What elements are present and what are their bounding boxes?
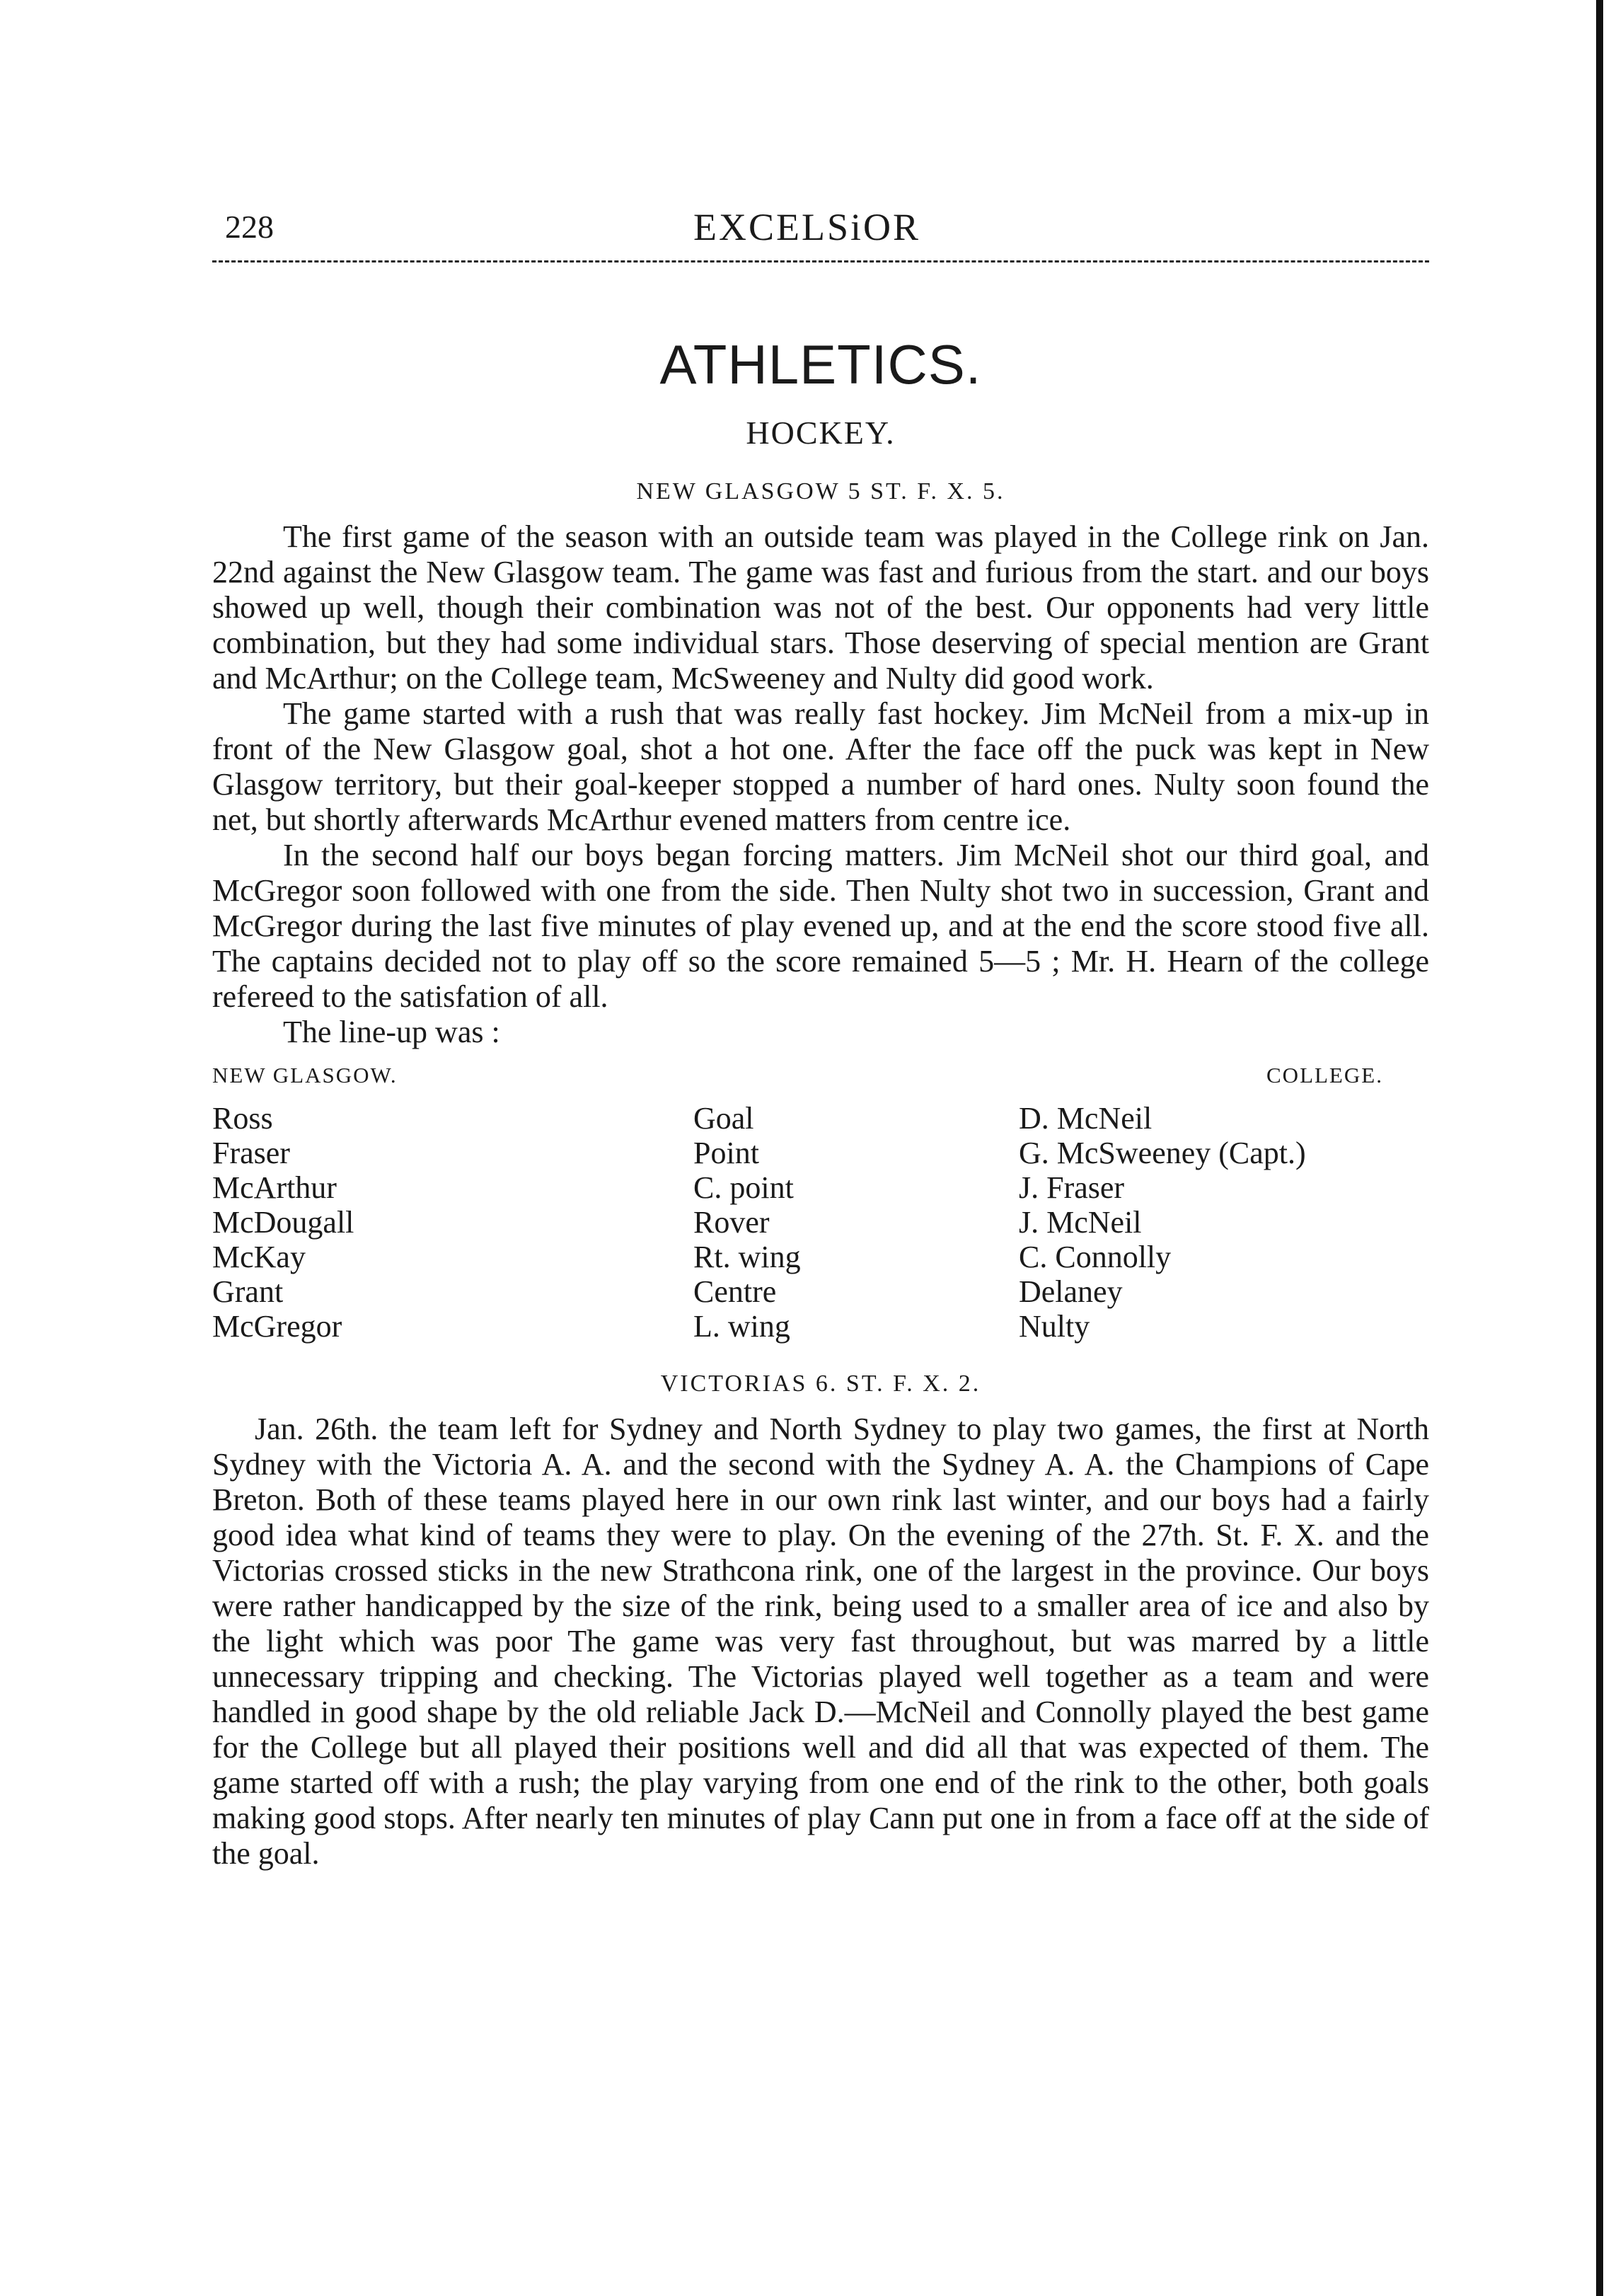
lineup-position: Rt. wing bbox=[693, 1240, 801, 1274]
lineup-player-college: Delaney bbox=[1019, 1274, 1123, 1309]
lineup-heading-college: COLLEGE. bbox=[1266, 1063, 1383, 1088]
journal-title: EXCELSiOR bbox=[693, 206, 921, 248]
running-head bbox=[212, 205, 1429, 255]
lineup-player-new-glasgow: McArthur bbox=[212, 1170, 337, 1205]
lineup-position: Rover bbox=[693, 1205, 770, 1240]
lineup-position: Point bbox=[693, 1136, 759, 1170]
lineup-player-new-glasgow: McKay bbox=[212, 1240, 306, 1274]
paragraph: The first game of the season with an outside team was played in the College rink on Jan. 22nd against the New Glasgow team. The game was fast and furious from the start. and our boys showed up well, though their combination was not of the best. Our opponents had very little combination, but they had some individual stars. Those deserving of special mention are Grant and McArthur; on the College team, McSweeney and Nulty did good work. bbox=[212, 519, 1429, 696]
lineup-position: C. point bbox=[693, 1170, 794, 1205]
lineup-position: Centre bbox=[693, 1274, 777, 1309]
lineup-player-college: Nulty bbox=[1019, 1309, 1090, 1344]
lineup-player-new-glasgow: Grant bbox=[212, 1274, 284, 1309]
paragraph: Jan. 26th. the team left for Sydney and North Sydney to play two games, the first at North Sydney with the Victoria A. A. and the second with the Sydney A. A. the Champions of Cape Breton. Both of these teams played here in our own rink last winter, and our boys had a fairly good idea what kind of teams they were to play. On the evening of the 27th. St. F. X. and the Victorias crossed sticks in the new Strathcona rink, one of the largest in the province. Our boys were rather handicapped by the size of the rink, being used to a smaller area of ice and also by the light which was poor The game was very fast throughout, but was marred by a little unnecessary tripping and checking. The Victorias played well together as a team and were handled in good shape by the old reliable Jack D.—McNeil and Connolly played the best game for the College but all played their positions well and did all that was expected of them. The game started off with a rush; the play varying from one end of the rink to the other, both goals making good stops. After nearly ten minutes of play Cann put one in from a face off at the side of the goal. bbox=[212, 1412, 1429, 1871]
subsection-title: HOCKEY. bbox=[746, 415, 896, 451]
lineup-player-new-glasgow: McDougall bbox=[212, 1205, 354, 1240]
paragraph: In the second half our boys began forcing matters. Jim McNeil shot our third goal, and McGregor soon followed with one from the side. Then Nulty shot two in succession, Grant and McGregor during the last five minutes of play evened up, and at the end the score stood five all. The captains decided not to play off so the score remained 5—5 ; Mr. H. Hearn of the college refereed to the satisfation of all. bbox=[212, 838, 1429, 1014]
lineup-position: Goal bbox=[693, 1101, 754, 1136]
lineup-player-college: D. McNeil bbox=[1019, 1101, 1153, 1136]
lineup-position: L. wing bbox=[693, 1309, 790, 1344]
page bbox=[212, 205, 1429, 1871]
right-margin-rule bbox=[1596, 0, 1603, 2296]
lineup-player-college: J. McNeil bbox=[1019, 1205, 1142, 1240]
lineup-player-college: G. McSweeney (Capt.) bbox=[1019, 1136, 1306, 1170]
lineup-player-new-glasgow: Fraser bbox=[212, 1136, 290, 1170]
paragraph: The line-up was : bbox=[283, 1015, 500, 1049]
lineup-heading-new-glasgow: NEW GLASGOW. bbox=[212, 1063, 398, 1088]
section-title: ATHLETICS. bbox=[659, 333, 982, 396]
game-heading-victorias: VICTORIAS 6. ST. F. X. 2. bbox=[660, 1371, 981, 1397]
header-rule bbox=[212, 260, 1429, 263]
lineup-player-college: C. Connolly bbox=[1019, 1240, 1172, 1274]
game-heading-new-glasgow: NEW GLASGOW 5 ST. F. X. 5. bbox=[636, 478, 1005, 504]
page-number: 228 bbox=[225, 209, 274, 245]
lineup-player-college: J. Fraser bbox=[1019, 1170, 1125, 1205]
lineup-player-new-glasgow: Ross bbox=[212, 1101, 273, 1136]
lineup-player-new-glasgow: McGregor bbox=[212, 1309, 342, 1344]
lineup-headings bbox=[212, 1063, 1429, 1088]
lineup-table bbox=[212, 1101, 1429, 1344]
paragraph: The game started with a rush that was really fast hockey. Jim McNeil from a mix-up in front of the New Glasgow goal, shot a hot one. After the face off the puck was kept in New Glasgow territory, but their goal-keeper stopped a number of hard ones. Nulty soon found the net, but shortly afterwards McArthur evened matters from centre ice. bbox=[212, 696, 1429, 837]
